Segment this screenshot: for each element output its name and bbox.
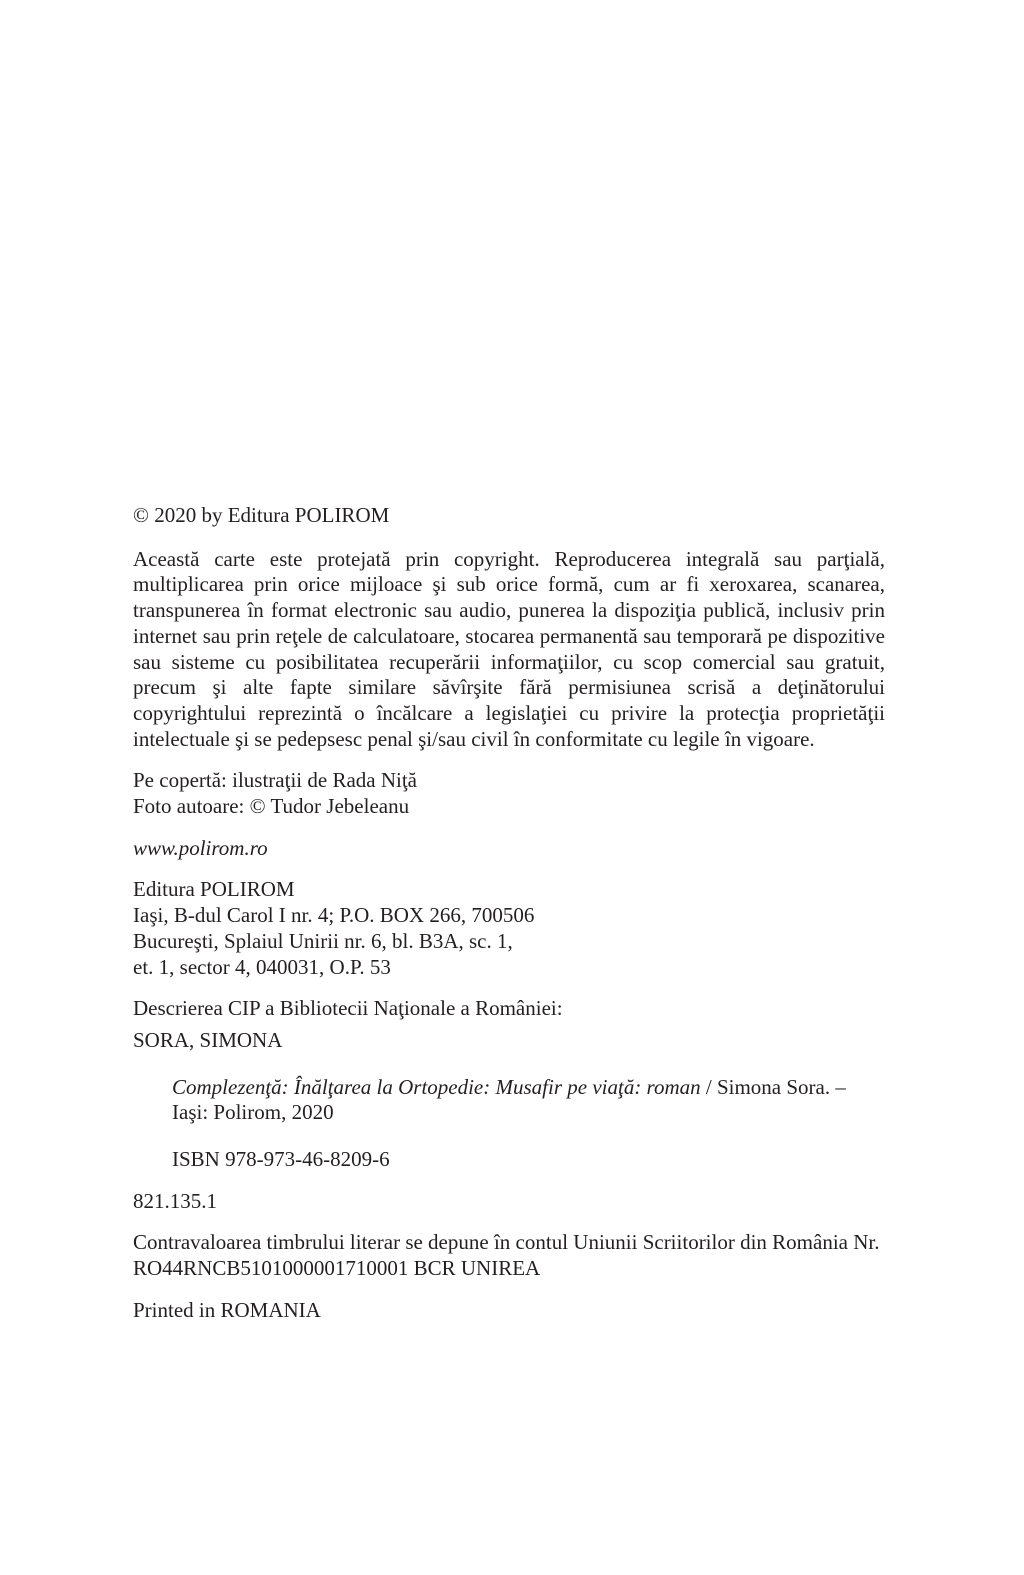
stamp-notice: Contravaloarea timbrului literar se depune în contul Uniunii Scriitorilor din România Nr. RO44RNCB5101000001710001 BCR UNIREA bbox=[133, 1230, 880, 1281]
copyright-line: © 2020 by Editura POLIROM bbox=[133, 503, 390, 527]
cip-entry bbox=[172, 1075, 885, 1126]
cip-heading: Descrierea CIP a Bibliotecii Naţionale a României: bbox=[133, 996, 563, 1021]
legal-notice: Această carte este protejată prin copyright. Reproducerea integrală sau parţială, multiplicarea prin orice mijloace şi sub orice formă, cum ar fi xeroxarea, scanarea, transpunerea în format electronic sau audio, punerea la dispoziţia publică, inclusiv prin internet sau prin reţele de calculatoare, stocarea permanentă sau temporară pe dispozitive sau sisteme cu posibilitatea recuperării informaţiilor, cu scop comercial sau gratuit, precum şi alte fapte similare săvîrşite fără permisiunea scrisă a deţinătorului copyrightului reprezintă o încălcare a legislaţiei cu privire la protecţia proprietăţii intelectuale şi se pedepsesc penal şi/sau civil în conformitate cu legile în vigoare. bbox=[133, 546, 885, 751]
website-link[interactable]: www.polirom.ro bbox=[133, 835, 268, 860]
printed-in: Printed in ROMANIA bbox=[133, 1297, 321, 1322]
credits bbox=[133, 768, 885, 819]
photo-credit: Foto autoare: © Tudor Jebeleanu bbox=[133, 794, 410, 819]
imprint-block bbox=[133, 503, 885, 1340]
cip-author: SORA, SIMONA bbox=[133, 1027, 283, 1052]
address-bucuresti-1: Bucureşti, Splaiul Unirii nr. 6, bl. B3A, sc. 1, bbox=[133, 928, 513, 953]
publisher-name: Editura POLIROM bbox=[133, 877, 295, 902]
cover-credit: Pe copertă: ilustraţii de Rada Niţă bbox=[133, 768, 417, 793]
address-bucuresti-2: et. 1, sector 4, 040031, O.P. 53 bbox=[133, 954, 391, 979]
cip-responsibility: / Simona Sora. – Iaşi: Polirom, 2020 bbox=[172, 1074, 846, 1125]
publisher-address bbox=[133, 877, 885, 980]
isbn: ISBN 978-973-46-8209-6 bbox=[172, 1147, 390, 1172]
classification: 821.135.1 bbox=[133, 1188, 217, 1213]
cip-title: Complezenţă: Înălţarea la Ortopedie: Musafir pe viaţă: roman bbox=[172, 1074, 701, 1099]
address-iasi: Iaşi, B-dul Carol I nr. 4; P.O. BOX 266, 700506 bbox=[133, 903, 535, 928]
